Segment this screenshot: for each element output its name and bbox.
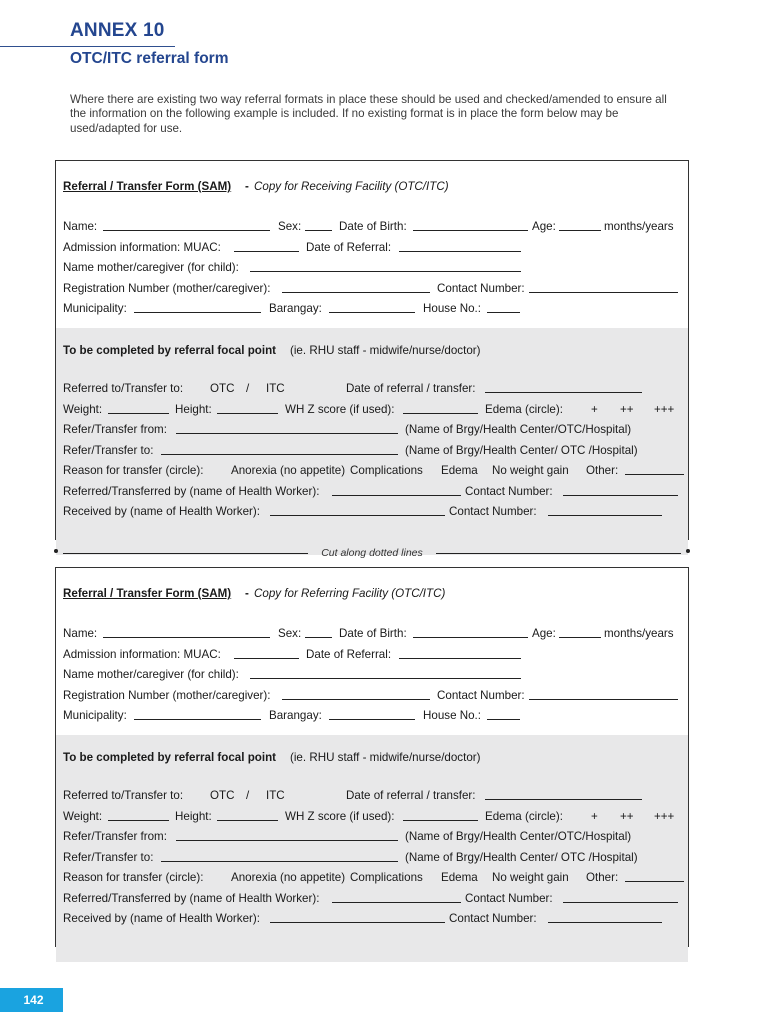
whz-label: WH Z score (if used): xyxy=(285,809,395,823)
refer-from-field[interactable] xyxy=(176,423,398,434)
name-label: Name: xyxy=(63,220,98,233)
name-label: Name: xyxy=(63,627,98,640)
edema-label: Edema (circle): xyxy=(485,809,563,823)
copy-note: Copy for Referring Facility (OTC/ITC) xyxy=(254,587,446,600)
refer-to-note: (Name of Brgy/Health Center/ OTC /Hospital) xyxy=(405,443,638,457)
sex-label: Sex: xyxy=(278,220,302,233)
cut-line-text: Cut along dotted lines xyxy=(321,547,423,559)
date-transfer-label: Date of referral / transfer: xyxy=(346,789,476,802)
reason-label: Reason for transfer (circle): xyxy=(63,464,204,477)
form-receiving-facility xyxy=(55,160,689,540)
refer-from-note: (Name of Brgy/Health Center/OTC/Hospital) xyxy=(405,423,632,436)
contact-field[interactable] xyxy=(529,282,678,293)
intro-paragraph: Where there are existing two way referral formats in place these should be used and checked/amended to ensure all the information on the following example is included. If no existing format is in place the form below may be used/adapted for use. xyxy=(70,93,667,135)
refer-to-label: Refer/Transfer to: xyxy=(63,443,154,457)
registration-label: Registration Number (mother/caregiver): xyxy=(63,281,271,295)
house-label: House No.: xyxy=(423,709,481,722)
months-years-label: months/years xyxy=(604,220,674,233)
edema-plus2-option[interactable]: ++ xyxy=(620,402,634,416)
title-dash: - xyxy=(245,180,249,193)
dob-label: Date of Birth: xyxy=(339,627,407,640)
cut-dot-right xyxy=(686,549,690,553)
months-years-label: months/years xyxy=(604,627,674,640)
dob-field[interactable] xyxy=(413,627,528,638)
mother-name-field[interactable] xyxy=(250,261,521,272)
reason-other-label: Other: xyxy=(586,871,619,884)
dob-field[interactable] xyxy=(413,220,528,231)
name-field[interactable] xyxy=(103,220,270,231)
otc-option[interactable]: OTC xyxy=(210,382,235,395)
height-label: Height: xyxy=(175,402,212,416)
edema-plus2-option[interactable]: ++ xyxy=(620,809,634,823)
mother-name-field[interactable] xyxy=(250,668,521,679)
referred-by-contact-label: Contact Number: xyxy=(465,891,553,905)
muac-field[interactable] xyxy=(234,241,299,252)
contact-field[interactable] xyxy=(529,689,678,700)
weight-label: Weight: xyxy=(63,809,103,823)
municipality-label: Municipality: xyxy=(63,302,127,315)
cut-dot-left xyxy=(54,549,58,553)
option-slash: / xyxy=(246,382,250,395)
referred-to-label: Referred to/Transfer to: xyxy=(63,382,184,395)
sex-label: Sex: xyxy=(278,627,302,640)
registration-field[interactable] xyxy=(282,282,430,293)
registration-field[interactable] xyxy=(282,689,430,700)
reason-edema-option[interactable]: Edema xyxy=(441,464,478,477)
sex-field[interactable] xyxy=(305,627,332,638)
reason-anorexia-option[interactable]: Anorexia (no appetite) xyxy=(231,871,346,884)
reason-edema-option[interactable]: Edema xyxy=(441,871,478,884)
refer-from-label: Refer/Transfer from: xyxy=(63,423,167,436)
contact-label: Contact Number: xyxy=(437,281,525,295)
form-title: Referral / Transfer Form (SAM) xyxy=(63,180,232,193)
registration-label: Registration Number (mother/caregiver): xyxy=(63,688,271,702)
municipality-field[interactable] xyxy=(134,709,261,720)
form-upper-section xyxy=(56,161,688,328)
edema-plus-option[interactable]: + xyxy=(591,809,598,823)
mother-name-label: Name mother/caregiver (for child): xyxy=(63,261,239,274)
age-label: Age: xyxy=(532,220,556,233)
form-upper-section xyxy=(56,568,688,735)
date-transfer-field[interactable] xyxy=(485,789,642,800)
age-field[interactable] xyxy=(559,627,601,638)
contact-label: Contact Number: xyxy=(437,688,525,702)
refer-from-label: Refer/Transfer from: xyxy=(63,830,167,843)
reason-label: Reason for transfer (circle): xyxy=(63,871,204,884)
focal-point-section xyxy=(56,328,688,555)
focal-point-heading: To be completed by referral focal point xyxy=(63,344,277,357)
refer-to-field[interactable] xyxy=(161,444,398,455)
referred-by-contact-label: Contact Number: xyxy=(465,484,553,498)
house-field[interactable] xyxy=(487,709,520,720)
focal-point-note: (ie. RHU staff - midwife/nurse/doctor) xyxy=(290,751,481,764)
otc-option[interactable]: OTC xyxy=(210,789,235,802)
sex-field[interactable] xyxy=(305,220,332,231)
annex-heading: ANNEX 10 xyxy=(70,20,165,41)
edema-label: Edema (circle): xyxy=(485,402,563,416)
edema-plus3-option[interactable]: +++ xyxy=(654,809,675,823)
received-by-contact-field[interactable] xyxy=(548,505,662,516)
cut-line xyxy=(55,546,689,560)
option-slash: / xyxy=(246,789,250,802)
cut-rule-left xyxy=(63,553,308,554)
date-transfer-label: Date of referral / transfer: xyxy=(346,382,476,395)
received-by-field[interactable] xyxy=(270,912,445,923)
barangay-field[interactable] xyxy=(329,709,415,720)
reason-complications-option[interactable]: Complications xyxy=(350,871,423,884)
date-referral-label: Date of Referral: xyxy=(306,647,392,661)
muac-field[interactable] xyxy=(234,648,299,659)
referred-to-label: Referred to/Transfer to: xyxy=(63,789,184,802)
referred-by-field[interactable] xyxy=(332,485,461,496)
referred-by-field[interactable] xyxy=(332,892,461,903)
received-by-label: Received by (name of Health Worker): xyxy=(63,505,260,518)
reason-anorexia-option[interactable]: Anorexia (no appetite) xyxy=(231,464,346,477)
copy-note: Copy for Receiving Facility (OTC/ITC) xyxy=(254,180,449,193)
height-label: Height: xyxy=(175,809,212,823)
reason-no-weight-option[interactable]: No weight gain xyxy=(492,871,569,884)
date-referral-field[interactable] xyxy=(399,241,521,252)
date-referral-field[interactable] xyxy=(399,648,521,659)
weight-field[interactable] xyxy=(108,810,169,821)
reason-other-field[interactable] xyxy=(625,464,684,475)
edema-plus-option[interactable]: + xyxy=(591,402,598,416)
form-title: Referral / Transfer Form (SAM) xyxy=(63,587,232,600)
dob-label: Date of Birth: xyxy=(339,220,407,233)
muac-label: Admission information: MUAC: xyxy=(63,240,221,254)
barangay-label: Barangay: xyxy=(269,709,322,722)
municipality-field[interactable] xyxy=(134,302,261,313)
refer-to-field[interactable] xyxy=(161,851,398,862)
mother-name-label: Name mother/caregiver (for child): xyxy=(63,668,239,681)
itc-option[interactable]: ITC xyxy=(266,789,285,802)
refer-to-note: (Name of Brgy/Health Center/ OTC /Hospital) xyxy=(405,850,638,864)
focal-point-section xyxy=(56,735,688,962)
weight-field[interactable] xyxy=(108,403,169,414)
focal-point-note: (ie. RHU staff - midwife/nurse/doctor) xyxy=(290,344,481,357)
reason-complications-option[interactable]: Complications xyxy=(350,464,423,477)
header-rule xyxy=(0,46,175,47)
page-title: OTC/ITC referral form xyxy=(70,50,229,67)
edema-plus3-option[interactable]: +++ xyxy=(654,402,675,416)
date-transfer-field[interactable] xyxy=(485,382,642,393)
referred-by-contact-field[interactable] xyxy=(563,892,678,903)
age-field[interactable] xyxy=(559,220,601,231)
refer-from-note: (Name of Brgy/Health Center/OTC/Hospital) xyxy=(405,830,632,843)
form-referring-facility xyxy=(55,567,689,947)
barangay-label: Barangay: xyxy=(269,302,322,315)
cut-rule-right xyxy=(436,553,681,554)
received-by-contact-label: Contact Number: xyxy=(449,912,537,925)
received-by-field[interactable] xyxy=(270,505,445,516)
muac-label: Admission information: MUAC: xyxy=(63,647,221,661)
reason-other-field[interactable] xyxy=(625,871,684,882)
whz-field[interactable] xyxy=(403,810,478,821)
title-dash: - xyxy=(245,587,249,600)
referred-by-label: Referred/Transferred by (name of Health Worker): xyxy=(63,891,320,905)
refer-from-field[interactable] xyxy=(176,830,398,841)
referred-by-label: Referred/Transferred by (name of Health Worker): xyxy=(63,484,320,498)
reason-no-weight-option[interactable]: No weight gain xyxy=(492,464,569,477)
height-field[interactable] xyxy=(217,403,278,414)
received-by-contact-label: Contact Number: xyxy=(449,505,537,518)
received-by-label: Received by (name of Health Worker): xyxy=(63,912,260,925)
house-field[interactable] xyxy=(487,302,520,313)
itc-option[interactable]: ITC xyxy=(266,382,285,395)
focal-point-heading: To be completed by referral focal point xyxy=(63,751,277,764)
reason-other-label: Other: xyxy=(586,464,619,477)
age-label: Age: xyxy=(532,627,556,640)
whz-label: WH Z score (if used): xyxy=(285,402,395,416)
whz-field[interactable] xyxy=(403,403,478,414)
height-field[interactable] xyxy=(217,810,278,821)
house-label: House No.: xyxy=(423,302,481,315)
refer-to-label: Refer/Transfer to: xyxy=(63,850,154,864)
municipality-label: Municipality: xyxy=(63,709,127,722)
weight-label: Weight: xyxy=(63,402,103,416)
name-field[interactable] xyxy=(103,627,270,638)
referred-by-contact-field[interactable] xyxy=(563,485,678,496)
barangay-field[interactable] xyxy=(329,302,415,313)
page-number: 142 xyxy=(0,988,63,1012)
received-by-contact-field[interactable] xyxy=(548,912,662,923)
date-referral-label: Date of Referral: xyxy=(306,240,392,254)
